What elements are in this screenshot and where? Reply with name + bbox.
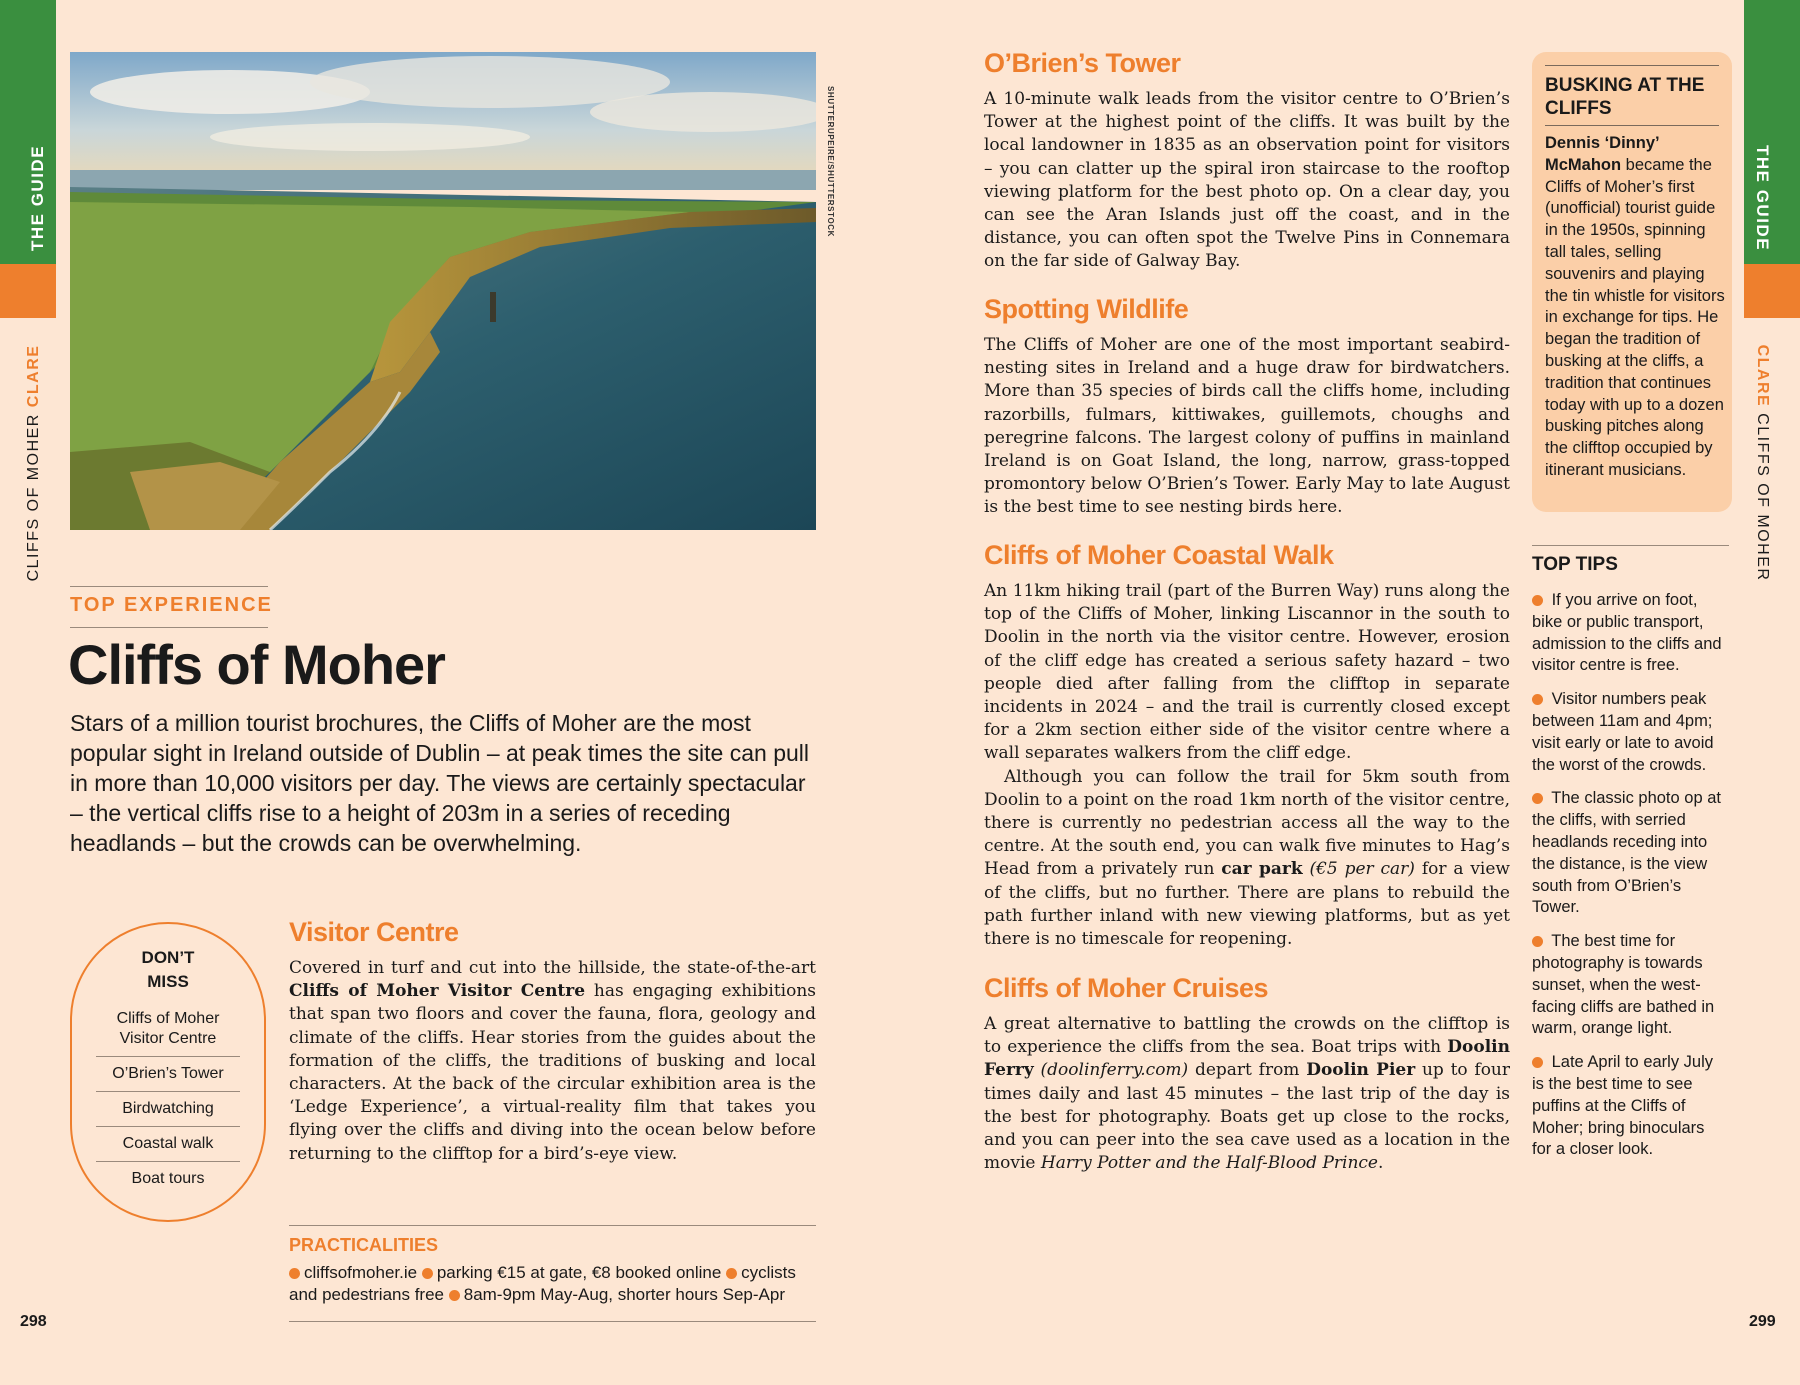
dont-miss-item: Birdwatching — [96, 1092, 240, 1127]
dont-miss-item: Boat tours — [131, 1170, 205, 1187]
practicalities-rule-top — [289, 1225, 816, 1226]
doolin-pier-bold: Doolin Pier — [1306, 1060, 1416, 1081]
bullet-icon — [289, 1268, 300, 1279]
tab-place-left: CLIFFS OF MOHER — [25, 413, 42, 582]
practicalities-heading: PRACTICALITIES — [289, 1235, 439, 1255]
dont-miss-heading: DON’T MISS — [141, 948, 195, 991]
bullet-icon — [1532, 595, 1543, 606]
busking-heading: BUSKING AT THE CLIFFS — [1545, 75, 1705, 119]
tip-item: The best time for photography is towards sunset, when the west-facing cliffs are bathed in warm, orange light. — [1532, 932, 1715, 1038]
bullet-icon — [449, 1290, 460, 1301]
busking-text: Dennis ‘Dinny’ McMahon became the Cliffs of Moher’s first (unofficial) tourist guide in the 1950s, spinning tall tales, selling souvenirs and playing the tin whistle for visitors in exchange for tips. He began the tradition of busking at the cliffs, a tradition that continues today with up to a dozen busking pitches along the clifftop occupied by itinerant musicians. — [1545, 134, 1725, 479]
photo-credit: SHUTTERUPEIRE/SHUTTERSTOCK — [826, 86, 835, 238]
kicker-rule-top — [70, 586, 268, 587]
page-title: Cliffs of Moher — [68, 633, 445, 696]
coastal-walk-heading: Cliffs of Moher Coastal Walk — [984, 540, 1334, 570]
obriens-tower-text: A 10-minute walk leads from the visitor centre to O’Brien’s Tower at the highest point of the cliffs. It was built by the local landowner in 1835 as an observation point for visitors – you can clatter up the spiral iron staircase to the rooftop viewing platform for the best photo op. On a clear day, you can see the Aran Islands just off the coast, and in the distance, you can often spot the Twelve Pins in Connemara on the far side of Galway Bay. — [984, 89, 1510, 272]
section-tab-orange-right — [1744, 264, 1800, 318]
cliffs-photo — [70, 52, 816, 530]
visitor-centre-bold: Cliffs of Moher Visitor Centre — [289, 981, 586, 1002]
wildlife-heading: Spotting Wildlife — [984, 294, 1189, 324]
tip-item: The classic photo op at the cliffs, with serried headlands receding into the distance, is the view south from O’Brien’s Tower. — [1532, 789, 1721, 917]
dont-miss-item: Coastal walk — [96, 1127, 240, 1162]
page-number-right: 299 — [1749, 1313, 1776, 1330]
top-tips-rule — [1532, 545, 1729, 546]
obriens-tower-heading: O’Brien’s Tower — [984, 48, 1181, 78]
top-tips-list — [1532, 590, 1728, 1173]
tip-item: Late April to early July is the best time to see puffins at the Cliffs of Moher; bring binoculars for a closer look. — [1532, 1053, 1714, 1159]
dont-miss-item: Cliffs of Moher Visitor Centre — [96, 1002, 240, 1057]
doolin-ferry-bold: Doolin Ferry — [984, 1037, 1510, 1081]
tab-label-the-guide-left: THE GUIDE — [28, 144, 47, 252]
dont-miss-item: O’Brien’s Tower — [96, 1057, 240, 1092]
bullet-icon — [422, 1268, 433, 1279]
practicalities-cyclists: cyclists and pedestrians free — [289, 1263, 796, 1304]
section-tab-orange-left — [0, 264, 56, 318]
tab-region-right: CLARE — [1754, 344, 1771, 408]
tab-label-the-guide-right: THE GUIDE — [1753, 144, 1772, 252]
busking-name-bold: Dennis ‘Dinny’ McMahon — [1545, 134, 1659, 174]
coastal-walk-text: An 11km hiking trail (part of the Burren Way) runs along the top of the Cliffs of Moher, linking Liscannor in the south to Doolin in the north via the visitor centre. However, erosion of the cliff edge has created a serious safety hazard – two people died after falling from the clifftop in separate incidents in 2024 – and the trail is currently closed except for a 2km section either side of the visitor centre where a wall separates walkers from the cliff edge. Although you can follow the trail for 5km south from Doolin to a point on the road 1km north of the visitor centre, there is currently no pedestrian access all the way to the centre. At the south end, you can walk five minutes to Hag’s Head from a privately run car park (€5 per car) for a view of the cliffs, but no further. There are plans to rebuild the path further inland with new viewing platforms, but as yet there is no timescale for reopening. — [984, 581, 1510, 950]
intro-text: Stars of a million tourist brochures, the Cliffs of Moher are the most popular sight in Ireland outside of Dublin – at peak times the site can pull in more than 10,000 visitors per day. The views are certainly spectacular – the vertical cliffs rise to a height of 203m in a series of receding headlands – but the crowds can be overwhelming. — [70, 710, 809, 856]
practicalities-website: cliffsofmoher.ie — [304, 1263, 418, 1282]
wildlife-text: The Cliffs of Moher are one of the most important seabird-nesting sites in Ireland and a huge draw for birdwatchers. More than 35 species of birds call the cliffs home, including razorbills, fulmars, kittiwakes, guillemots, choughs and peregrine falcons. The largest colony of puffins in mainland Ireland is on Goat Island, the long, narrow, grass-topped promontory below O’Brien’s Tower. Early May to late August is the best time to see nesting birds here. — [984, 335, 1510, 518]
kicker-rule-bottom — [70, 627, 268, 628]
busking-sidebar — [1532, 52, 1732, 512]
cruises-heading: Cliffs of Moher Cruises — [984, 973, 1269, 1003]
bullet-icon — [1532, 936, 1543, 947]
tab-breadcrumb-right — [1753, 328, 1771, 598]
busking-rule-mid — [1545, 125, 1719, 126]
tab-place-right: CLIFFS OF MOHER — [1754, 413, 1771, 582]
bullet-icon — [726, 1268, 737, 1279]
dont-miss-box — [70, 922, 266, 1222]
practicalities-rule-bottom — [289, 1321, 816, 1322]
practicalities-parking: parking €15 at gate, €8 booked online — [436, 1263, 722, 1282]
tip-item: Visitor numbers peak between 11am and 4pm; visit early or late to avoid the worst of the crowds. — [1532, 690, 1714, 774]
film-title: Harry Potter and the Half-Blood Prince — [1040, 1153, 1378, 1174]
car-park-bold: car park — [1221, 859, 1303, 880]
bullet-icon — [1532, 694, 1543, 705]
bullet-icon — [1532, 1057, 1543, 1068]
page-number-left: 298 — [20, 1313, 47, 1330]
busking-rule-top — [1545, 65, 1719, 66]
visitor-centre-text: Covered in turf and cut into the hillside, the state-of-the-art Cliffs of Moher Visitor Centre has engaging exhibitions that span two floors and cover the fauna, flora, geology and climate of the cliffs. Hear stories from the guides about the formation of the cliffs, the traditions of busking and local characters. At the back of the circular exhibition area is the ‘Ledge Experience’, a virtual-reality film that takes you flying over the cliffs and diving into the ocean below before returning to the clifftop for a bird’s-eye view. — [289, 958, 816, 1164]
top-tips-heading: TOP TIPS — [1532, 554, 1618, 575]
practicalities-hours: 8am-9pm May-Aug, shorter hours Sep-Apr — [463, 1285, 785, 1304]
tab-breadcrumb-left — [25, 328, 43, 598]
tab-region-left: CLARE — [25, 344, 42, 408]
bullet-icon — [1532, 793, 1543, 804]
practicalities-list — [289, 1262, 816, 1306]
cruises-text: A great alternative to battling the crowds on the clifftop is to experience the cliffs from the sea. Boat trips with Doolin Ferry (doolinferry.com) depart from Doolin Pier up to four times daily and last 45 minutes – the last trip of the day is the best for photography. Boats get up close to the rocks, and you can peer into the sea cave used as a location in the movie Harry Potter and the Half-Blood Prince. — [984, 1014, 1511, 1174]
visitor-centre-heading: Visitor Centre — [289, 917, 459, 947]
kicker-label: TOP EXPERIENCE — [70, 594, 273, 616]
tip-item: If you arrive on foot, bike or public transport, admission to the cliffs and visitor centre is free. — [1532, 591, 1722, 675]
